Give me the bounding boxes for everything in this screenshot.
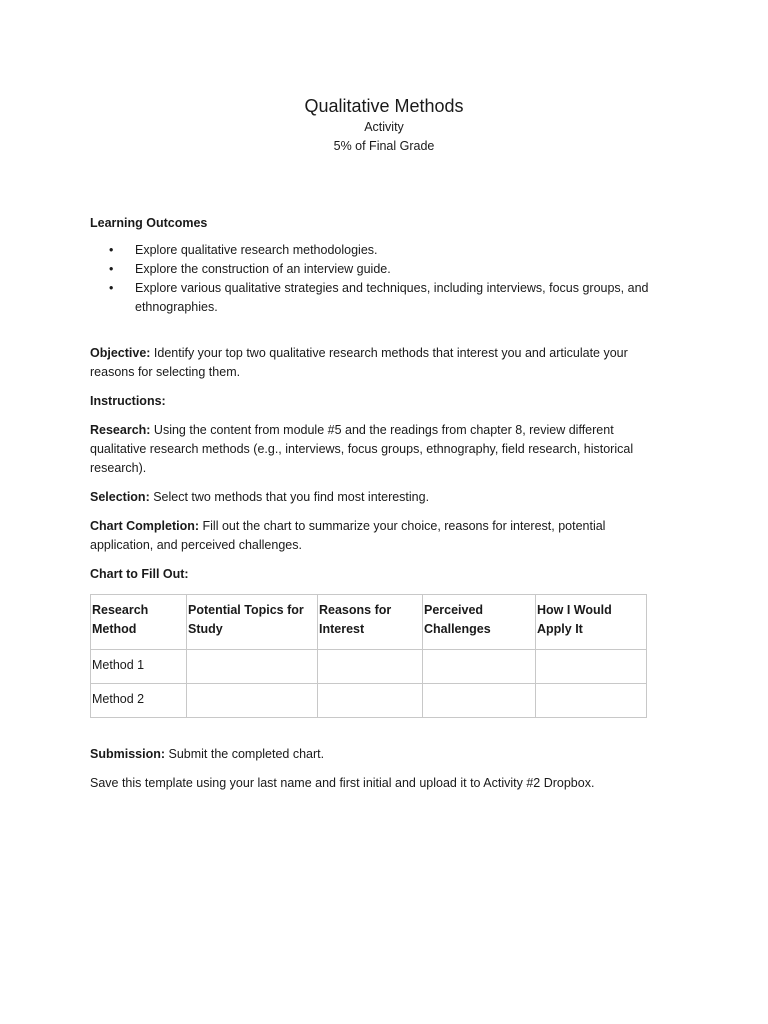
- column-header-apply: How I Would Apply It: [536, 595, 647, 650]
- table-cell[interactable]: [423, 684, 536, 718]
- table-cell[interactable]: [536, 684, 647, 718]
- objective-paragraph: [90, 344, 660, 382]
- selection-paragraph: [90, 488, 660, 507]
- title-block: [0, 94, 768, 156]
- document-subtitle: Activity: [364, 120, 404, 134]
- learning-outcomes-heading: Learning Outcomes: [90, 216, 208, 230]
- column-header-research-method: Research Method: [91, 595, 187, 650]
- fill-out-chart: [90, 594, 647, 718]
- bullet-icon: •: [109, 281, 114, 295]
- list-item: [90, 241, 660, 260]
- table-cell[interactable]: [423, 650, 536, 684]
- list-item-text: Explore various qualitative strategies and techniques, including interviews, focus groups, and ethnographies.: [135, 281, 649, 314]
- table-cell-method: Method 2: [91, 684, 187, 718]
- submission-paragraph: [90, 745, 660, 764]
- chart-completion-label: Chart Completion:: [90, 519, 200, 533]
- table-cell[interactable]: [187, 650, 318, 684]
- instructions-heading: Instructions:: [90, 394, 166, 408]
- selection-text: Select two methods that you find most interesting.: [149, 490, 430, 504]
- table-row: [91, 684, 647, 718]
- table-row: [91, 650, 647, 684]
- bullet-icon: •: [109, 243, 114, 257]
- column-header-potential-topics: Potential Topics for Study: [187, 595, 318, 650]
- list-item: [90, 260, 660, 279]
- table-cell-method: Method 1: [91, 650, 187, 684]
- table-cell[interactable]: [187, 684, 318, 718]
- bullet-icon: •: [109, 262, 114, 276]
- list-item-text: Explore the construction of an interview guide.: [135, 262, 391, 276]
- table-cell[interactable]: [318, 650, 423, 684]
- list-item: [90, 279, 660, 317]
- research-text: Using the content from module #5 and the readings from chapter 8, review different qualitative research methods (e.g., interviews, focus groups, ethnography, field research, historical research).: [90, 423, 634, 475]
- table-cell[interactable]: [318, 684, 423, 718]
- submission-label: Submission:: [90, 747, 166, 761]
- column-header-challenges: Perceived Challenges: [423, 595, 536, 650]
- save-note: Save this template using your last name and first initial and upload it to Activity #2 Dropbox.: [90, 776, 595, 790]
- objective-label: Objective:: [90, 346, 151, 360]
- table-header-row: [91, 595, 647, 650]
- research-paragraph: [90, 421, 660, 478]
- objective-text: Identify your top two qualitative research methods that interest you and articulate your reasons for selecting them.: [90, 346, 628, 379]
- chart-completion-paragraph: [90, 517, 660, 555]
- selection-label: Selection:: [90, 490, 150, 504]
- chart-heading: Chart to Fill Out:: [90, 567, 189, 581]
- learning-outcomes-list: [90, 241, 660, 317]
- submission-text: Submit the completed chart.: [165, 747, 325, 761]
- document-title: Qualitative Methods: [304, 96, 464, 116]
- list-item-text: Explore qualitative research methodologies.: [135, 243, 378, 257]
- research-label: Research:: [90, 423, 151, 437]
- table-cell[interactable]: [536, 650, 647, 684]
- document-body: [90, 214, 660, 793]
- chart-completion-text: Fill out the chart to summarize your choice, reasons for interest, potential application, and perceived challenges.: [90, 519, 606, 552]
- grade-weight: 5% of Final Grade: [333, 139, 435, 153]
- column-header-reasons: Reasons for Interest: [318, 595, 423, 650]
